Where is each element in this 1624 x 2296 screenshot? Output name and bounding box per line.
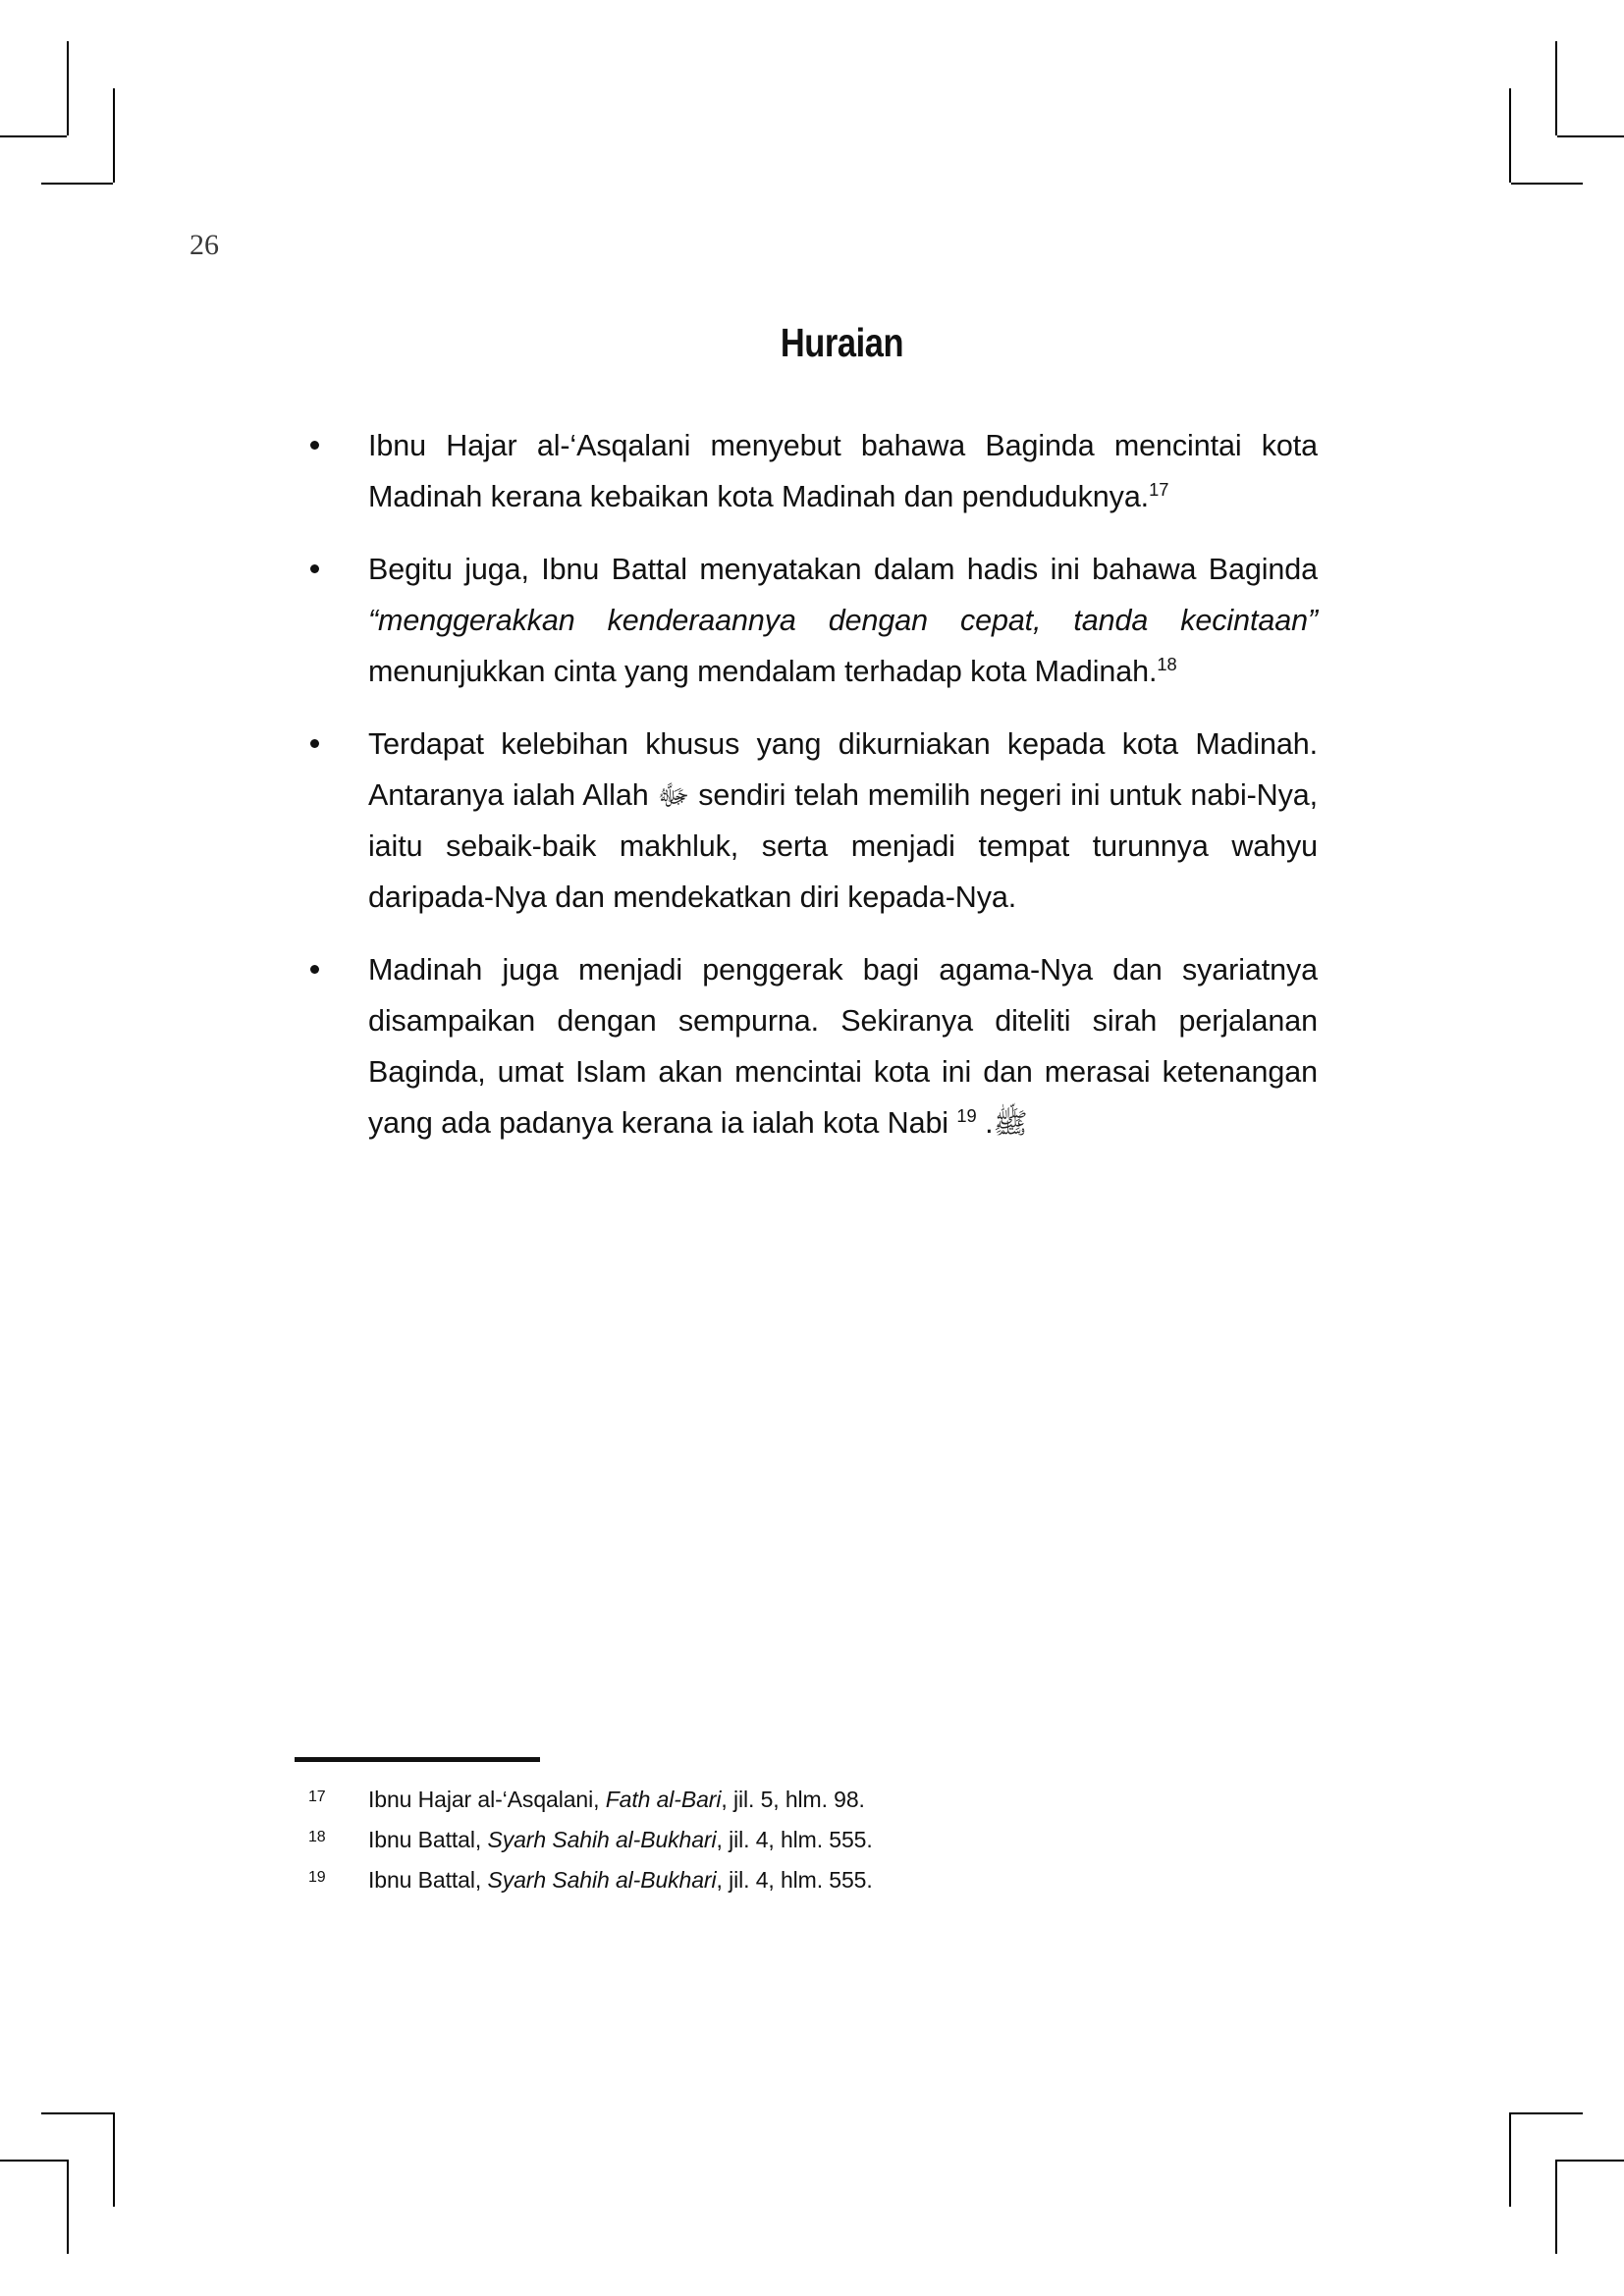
list-item	[295, 420, 1318, 522]
crop-mark-br-outer-v	[1555, 2160, 1557, 2254]
crop-mark-br-inner-h	[1511, 2112, 1583, 2114]
list-item-text: Terdapat kelebihan khusus yang dikurniakan kepada kota Madinah. Antaranya ialah Allah	[368, 727, 1318, 812]
list-item-text: Ibnu Hajar al-‘Asqalani menyebut bahawa Baginda mencintai kota Madinah kerana kebaikan kota Madinah dan penduduknya.	[368, 429, 1318, 513]
crop-mark-tl-inner-v	[113, 88, 115, 183]
footnote-locus: , jil. 4, hlm. 555.	[716, 1827, 873, 1852]
crop-mark-tr-outer-h	[1557, 135, 1624, 137]
footnote-number: 19	[308, 1869, 326, 1886]
jalla-jalaluhu-glyph: ﷻ	[657, 778, 690, 812]
page-number: 26	[189, 229, 219, 261]
footnote-separator-rule	[295, 1757, 540, 1762]
footnote-locus: , jil. 4, hlm. 555.	[716, 1867, 873, 1893]
list-item-text: Begitu juga, Ibnu Battal menyatakan dalam hadis ini bahawa Baginda	[368, 553, 1318, 586]
crop-mark-tr-inner-v	[1509, 88, 1511, 183]
list-item	[295, 944, 1318, 1148]
list-item	[295, 719, 1318, 923]
bullet-dot-icon	[310, 564, 319, 573]
crop-mark-bl-inner-v	[113, 2112, 115, 2207]
list-item-text: Madinah juga menjadi penggerak bagi agama-Nya dan syariatnya disampaikan dengan sempurna. Sekiranya diteliti sirah perjalanan Baginda, umat Islam akan mencintai kota ini dan merasai ketenangan yang ada padanya kerana ia ialah kota Nabi	[368, 953, 1318, 1140]
footnote-locus: , jil. 5, hlm. 98.	[721, 1787, 865, 1812]
footnote-title: Syarh Sahih al-Bukhari	[487, 1827, 717, 1852]
footnote-entry	[295, 1780, 1318, 1820]
footnote-area	[295, 1757, 1318, 1900]
footnote-reference[interactable]: 18	[1157, 653, 1177, 674]
crop-mark-bl-outer-v	[67, 2160, 69, 2254]
footnote-reference[interactable]: 19	[956, 1104, 977, 1126]
list-item-quote: “menggerakkan kenderaannya dengan cepat, tanda kecintaan”	[368, 604, 1318, 637]
body-content	[295, 420, 1318, 1148]
crop-mark-bl-inner-h	[41, 2112, 113, 2114]
footnote-author: Ibnu Battal,	[368, 1827, 488, 1852]
crop-mark-br-inner-v	[1509, 2112, 1511, 2207]
crop-mark-bl-outer-h	[0, 2160, 67, 2162]
crop-mark-tl-inner-h	[41, 183, 113, 185]
footnote-entry	[295, 1820, 1318, 1860]
list-item	[295, 544, 1318, 697]
bullet-dot-icon	[310, 739, 319, 748]
section-heading: Huraian	[780, 320, 904, 365]
footnote-title: Syarh Sahih al-Bukhari	[487, 1867, 717, 1893]
crop-mark-tl-outer-v	[67, 41, 69, 135]
footnote-number: 17	[308, 1789, 326, 1805]
bullet-dot-icon	[310, 965, 319, 974]
bullet-dot-icon	[310, 441, 319, 450]
footnote-number: 18	[308, 1829, 326, 1845]
crop-mark-tr-inner-h	[1511, 183, 1583, 185]
list-item-text-cont: .	[976, 1106, 994, 1140]
list-item-text-cont: sendiri telah memilih negeri ini untuk nabi-Nya, iaitu sebaik-baik makhluk, serta menjadi tempat turunnya wahyu daripada-Nya dan mendekatkan diri kepada-Nya.	[368, 778, 1318, 914]
footnote-title: Fath al-Bari	[605, 1787, 722, 1812]
footnote-author: Ibnu Battal,	[368, 1867, 488, 1893]
footnote-author: Ibnu Hajar al-‘Asqalani,	[368, 1787, 606, 1812]
list-item-text-cont: menunjukkan cinta yang mendalam terhadap kota Madinah.	[368, 655, 1158, 688]
crop-mark-tr-outer-v	[1555, 41, 1557, 135]
sallallahu-alayhi-wasallam-glyph: ﷺ	[993, 1106, 1028, 1140]
footnote-reference[interactable]: 17	[1149, 478, 1169, 500]
crop-mark-br-outer-h	[1557, 2160, 1624, 2162]
crop-mark-tl-outer-h	[0, 135, 67, 137]
footnote-entry	[295, 1860, 1318, 1900]
